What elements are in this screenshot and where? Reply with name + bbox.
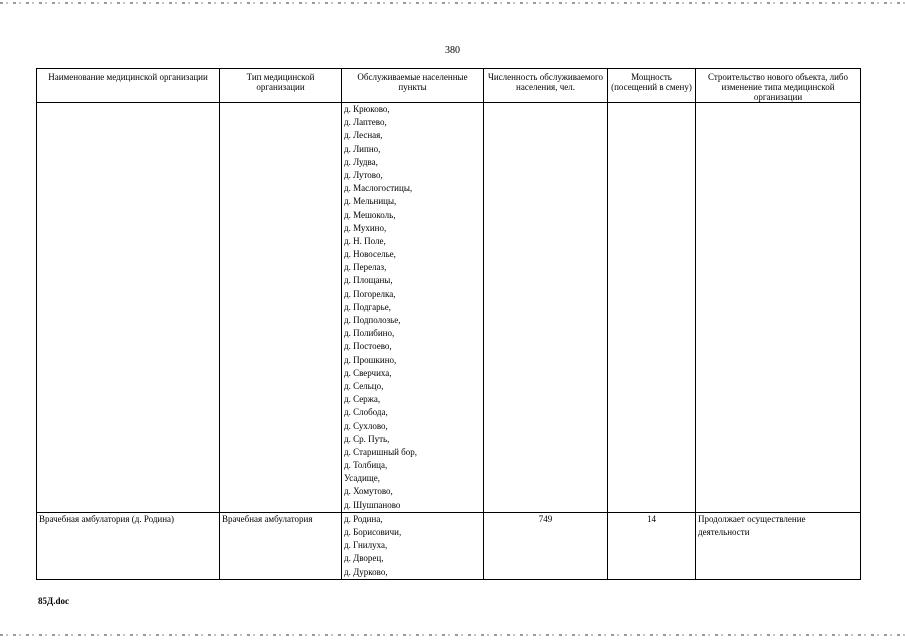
organization-type-cell: Врачебная амбулатория [220, 512, 342, 579]
settlement-item: д. Гнилуха, [344, 540, 388, 551]
settlement-item: д. Погорелка, [344, 288, 396, 299]
capacity-cell: 14 [608, 512, 696, 579]
settlement-item: д. Дурково, [344, 566, 388, 577]
settlement-item: д. Мельницы, [344, 196, 397, 207]
header-construction: Строительство нового объекта, либо изменение типа медицинской организации [696, 69, 861, 103]
settlement-item: д. Сельцо, [344, 380, 384, 391]
header-served-settlements: Обслуживаемые населенные пункты [342, 69, 484, 103]
page-number: 380 [445, 45, 460, 56]
settlement-item: д. Лутово, [344, 169, 383, 180]
organization-type-cell [220, 103, 342, 513]
settlement-item: д. Старишный бор, [344, 446, 418, 457]
settlement-item: д. Сверчиха, [344, 367, 392, 378]
settlement-item: д. Хомутово, [344, 486, 393, 497]
settlement-item: д. Новоселье, [344, 249, 396, 260]
settlement-item: д. Н. Поле, [344, 235, 386, 246]
scan-edge-top [0, 2, 905, 4]
footer-filename: 85Д.doc [38, 596, 69, 606]
settlement-item: д. Мешоколь, [344, 209, 396, 220]
header-organization-type: Тип медицинской организации [220, 69, 342, 103]
settlement-item: Усадище, [344, 473, 380, 484]
table-row [37, 103, 861, 513]
organization-name-cell [37, 103, 220, 513]
settlement-item: д. Подполозье, [344, 315, 401, 325]
settlement-item: д. Лаптево, [344, 117, 387, 128]
served-settlements-cell [342, 103, 484, 513]
settlement-item: д. Прошкино, [344, 354, 397, 365]
settlement-item: д. Липно, [344, 143, 381, 154]
table-row [37, 512, 861, 579]
settlement-item: д. Дворец, [344, 553, 384, 564]
settlement-item: д. Перелаз, [344, 262, 387, 273]
settlement-item: д. Мухино, [344, 222, 387, 233]
table-body [37, 103, 861, 580]
settlement-item: д. Постоево, [344, 341, 392, 352]
header-capacity: Мощность (посещений в смену) [608, 69, 696, 103]
capacity-cell [608, 103, 696, 513]
settlement-item: д. Борисовичи, [344, 527, 402, 537]
medical-organizations-table [36, 68, 861, 580]
served-settlements-cell [342, 512, 484, 579]
settlement-item: д. Сухлово, [344, 420, 388, 431]
scan-edge-bottom [0, 634, 905, 636]
organization-name-cell: Врачебная амбулатория (д. Родина) [37, 512, 220, 579]
population-cell [484, 103, 608, 513]
settlement-item: д. Крюково, [344, 104, 390, 114]
construction-cell [696, 103, 861, 513]
settlement-item: д. Площаны, [344, 275, 393, 286]
settlement-item: д. Сержа, [344, 394, 381, 405]
header-organization-name: Наименование медицинской организации [37, 69, 220, 103]
settlement-item: д. Родина, [344, 513, 383, 524]
header-population: Численность обслуживаемого населения, чел. [484, 69, 608, 103]
settlement-item: д. Лесная, [344, 130, 383, 141]
settlement-item: д. Толбица, [344, 460, 388, 471]
population-cell: 749 [484, 512, 608, 579]
settlement-item: д. Шушпаново [344, 499, 401, 510]
settlement-item: д. Полибино, [344, 328, 395, 339]
settlement-item: д. Лудва, [344, 156, 378, 167]
settlement-item: д. Ср. Путь, [344, 433, 390, 444]
settlement-item: д. Слобода, [344, 407, 388, 418]
settlement-item: д. Маслогостицы, [344, 183, 413, 194]
table-header-row [37, 69, 861, 103]
settlement-item: д. Подгарье, [344, 301, 391, 312]
construction-cell: Продолжает осуществление деятельности [696, 512, 861, 579]
